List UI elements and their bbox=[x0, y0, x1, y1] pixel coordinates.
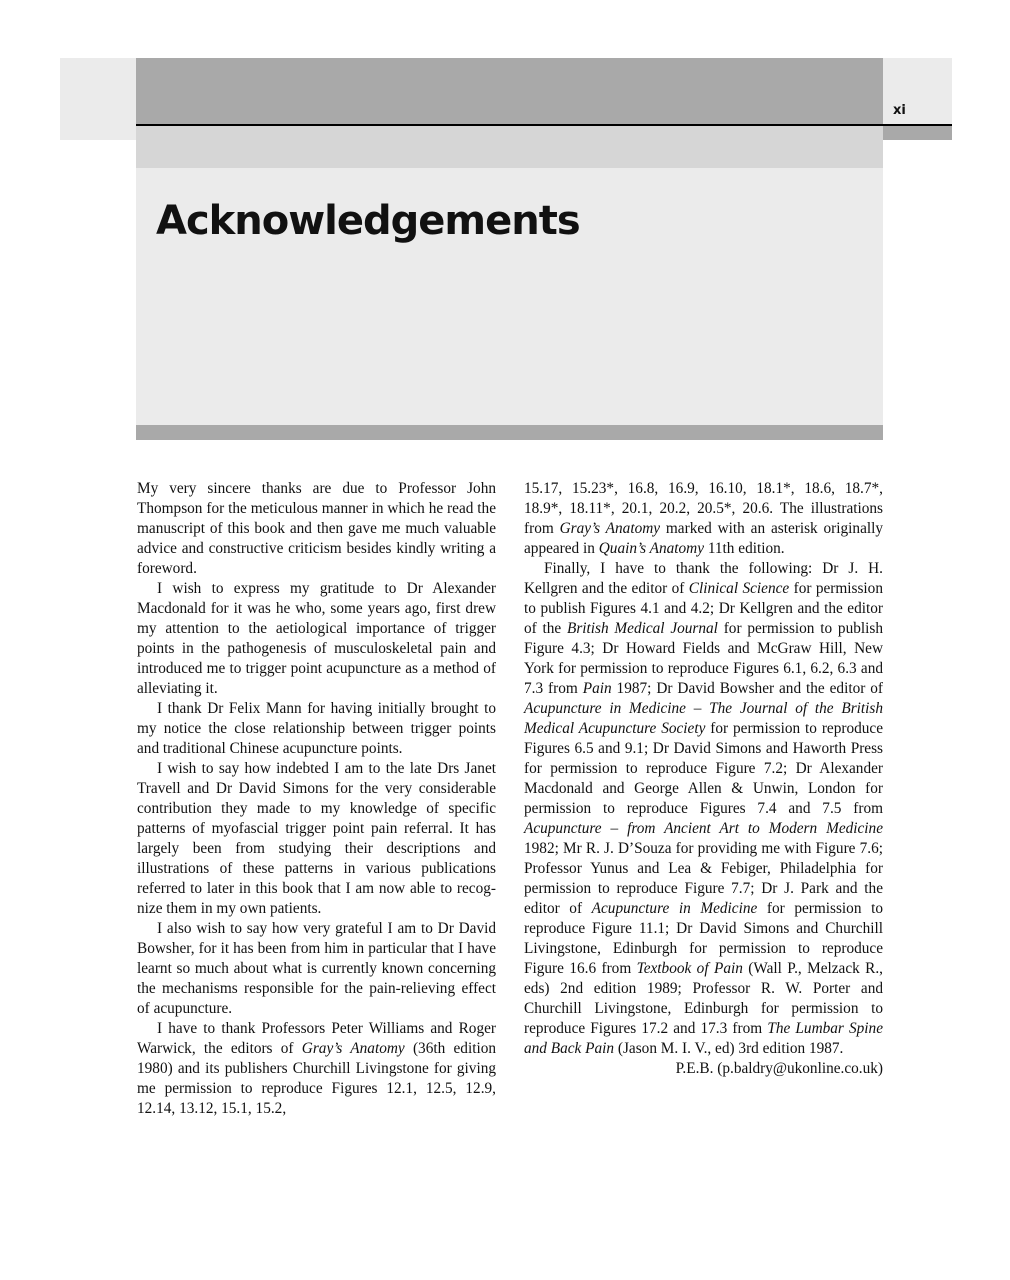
text-run: marked with an asterisk originally appeared in bbox=[524, 520, 884, 557]
header-dark-band bbox=[136, 58, 883, 125]
text-run: I wish to say how indebted I am to the late Drs Janet Travell and Dr David Simons for the very considerable contribution they made to my knowledge of specific patterns of myofascial trigger point pain referral. It has largely been from studying their descriptions and illustrations of these patterns in various publications referred to later in this book that I am now able to recognize them in my own patients. bbox=[137, 760, 496, 917]
text-run: (Jason M. I. V., ed) 3rd edition 1987. bbox=[614, 1040, 844, 1057]
paragraph bbox=[524, 559, 883, 1059]
italic-title: British Medical Journal bbox=[567, 620, 718, 637]
text-run: for permission to publish Figure 4.3; Dr Howard Fields and McGraw Hill, New York for permission to reproduce Figures 6.1, 6.2, 6.3 and 7.3 from bbox=[524, 620, 883, 697]
right-column bbox=[524, 479, 883, 1079]
text-run: for permission to publish Figures 4.1 and 4.2; Dr Kellgren and the editor of the bbox=[524, 580, 883, 637]
text-run: My very sincere thanks are due to Professor John Thompson for the meticulous manner in which he read the manuscript of this book and then gave me much valuable advice and constructive criticism besides kindly writing a foreword. bbox=[137, 480, 496, 577]
text-run: 15.17, 15.23*, 16.8, 16.9, 16.10, 18.1*, 18.6, 18.7*, 18.9*, 18.11*, 20.1, 20.2, 20.5*, 20.6. The illustrations from bbox=[524, 480, 883, 537]
italic-title: Pain bbox=[582, 680, 612, 697]
italic-title: The Lumbar Spine and Back Pain bbox=[524, 1020, 883, 1057]
header-mid-band bbox=[136, 126, 883, 168]
text-run: I thank Dr Felix Mann for having initially brought to my notice the close relationship between trigger points and traditional Chinese acupuncture points. bbox=[137, 700, 496, 757]
italic-title: Acupuncture – from Ancient Art to Modern Medicine bbox=[524, 820, 883, 837]
chapter-title: Acknowledgements bbox=[156, 198, 580, 244]
text-run: I wish to express my gratitude to Dr Alexander Macdonald for it was he who, some years ago, first drew my attention to the aetiological importance of trigger points in the pathogenesis of musculoskeletal pain and introduced me to trigger point acupuncture as a method of alleviating it. bbox=[137, 580, 496, 697]
paragraph bbox=[137, 759, 496, 919]
italic-title: Clinical Science bbox=[688, 580, 790, 597]
text-run: I also wish to say how very grateful I am to Dr David Bowsher, for it has been from him in particular that I have learnt so much about what is currently known concerning the mechanisms responsible for the pain-relieving effect of acupuncture. bbox=[137, 920, 496, 1017]
italic-title: Acupuncture in Medicine – The Journal of the British Medical Acupuncture Society bbox=[524, 700, 883, 737]
title-bottom-bar bbox=[136, 425, 883, 440]
italic-title: Gray’s Anatomy bbox=[559, 520, 661, 537]
page-number: xi bbox=[893, 103, 906, 118]
paragraph bbox=[137, 1019, 496, 1119]
text-run: (36th edition 1980) and its publishers Churchill Livingstone for giving me permission to reproduce Figures 12.1, 12.5, 12.9, 12.14, 13.12, 15.1, 15.2, bbox=[137, 1040, 496, 1117]
italic-title: Gray’s Anatomy bbox=[301, 1040, 405, 1057]
paragraph bbox=[137, 579, 496, 699]
text-run: (Wall P., Melzack R., eds) 2nd edition 1989; Professor R. W. Porter and Churchill Livingstone, Edinburgh for permission to reproduce Figures 17.2 and 17.3 from bbox=[524, 960, 884, 1037]
paragraph bbox=[137, 919, 496, 1019]
text-run: I have to thank Professors Peter Williams and Roger Warwick, the editors of bbox=[137, 1020, 496, 1057]
paragraph bbox=[137, 699, 496, 759]
italic-title: Textbook of Pain bbox=[636, 960, 743, 977]
signature: P.E.B. (p.baldry@ukonline.co.uk) bbox=[675, 1060, 883, 1077]
italic-title: Quain’s Anatomy bbox=[598, 540, 704, 557]
italic-title: Acupuncture in Medicine bbox=[591, 900, 758, 917]
text-run: for permission to reproduce Figures 6.5 and 9.1; Dr David Simons and Haworth Press for permission to reproduce Figure 7.2; Dr Alexander Macdonald and George Allen & Unwin, London for permission to reproduce Figures 7.4 and 7.5 from bbox=[524, 720, 883, 817]
folio-tab bbox=[883, 126, 952, 140]
text-run: for permission to reproduce Figure 11.1; Dr David Simons and Churchill Livingstone, Edinburgh for permission to reproduce Figure 16.6 from bbox=[524, 900, 883, 977]
text-run: 11th edition. bbox=[704, 540, 785, 557]
paragraph bbox=[524, 479, 883, 559]
text-run: 1982; Mr R. J. D’Souza for providing me with Figure 7.6; Professor Yunus and Lea & Febiger, Philadelphia for permission to reproduce Figure 7.7; Dr J. Park and the editor of bbox=[524, 840, 883, 917]
text-run: Finally, I have to thank the following: Dr J. H. Kellgren and the editor of bbox=[524, 560, 883, 597]
left-column bbox=[137, 479, 496, 1119]
paragraph bbox=[137, 479, 496, 579]
text-run: 1987; Dr David Bowsher and the editor of bbox=[611, 680, 883, 697]
